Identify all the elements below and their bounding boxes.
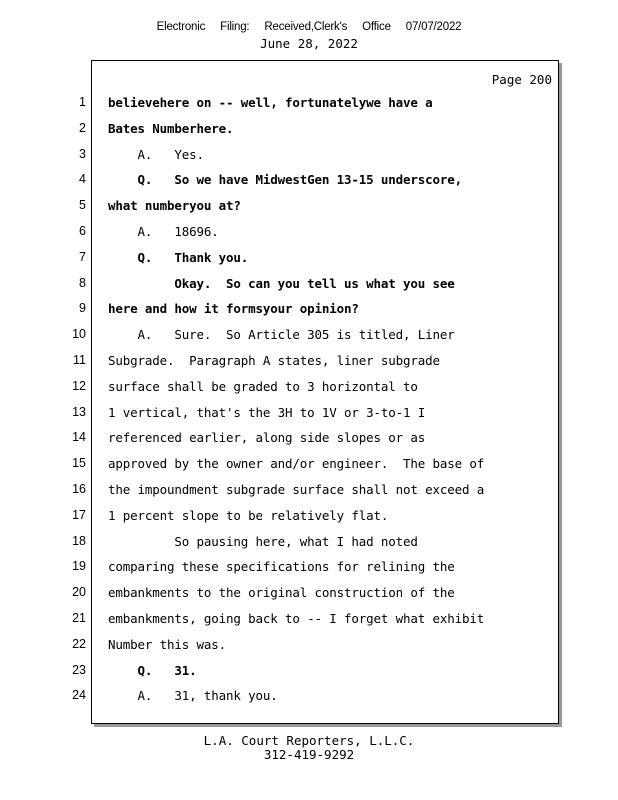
- transcript-line-text: Subgrade. Paragraph A states, liner subgrade: [108, 353, 440, 368]
- transcript-line-text: A. Sure. So Article 305 is titled, Liner: [108, 327, 455, 342]
- filing-stamp: [0, 21, 618, 33]
- transcript-line-text: embankments, going back to -- I forget what exhibit: [108, 611, 485, 626]
- line-number: 20: [72, 585, 86, 599]
- transcript-line-text: 1 vertical, that's the 3H to 1V or 3-to-1 I: [108, 405, 426, 420]
- line-number: 10: [72, 327, 86, 341]
- page-number: Page 200: [491, 72, 552, 87]
- transcript-line-text: surface shall be graded to 3 horizontal to: [108, 379, 418, 394]
- reporter-phone: 312-419-9292: [263, 747, 355, 762]
- transcript-line-text: comparing these specifications for relining the: [108, 559, 455, 574]
- transcript-line-text: approved by the owner and/or engineer. The base of: [108, 456, 485, 471]
- line-number: 9: [79, 301, 86, 315]
- stamp-word: Received,Clerk's: [264, 21, 348, 33]
- transcript-line-text: Bates Numberhere.: [108, 121, 234, 136]
- line-number: 11: [73, 353, 86, 367]
- line-number: 24: [72, 688, 86, 702]
- transcript-line-text: Q. Thank you.: [108, 250, 249, 265]
- line-number: 7: [79, 250, 86, 264]
- line-number: 12: [72, 379, 86, 393]
- line-number: 6: [79, 224, 86, 238]
- transcript-line-text: here and how it formsyour opinion?: [108, 301, 359, 316]
- stamp-word: 07/07/2022: [405, 21, 462, 33]
- reporter-company: L.A. Court Reporters, L.L.C.: [203, 733, 415, 748]
- line-number: 22: [72, 637, 86, 651]
- line-number: 8: [79, 276, 86, 290]
- transcript-line-text: believehere on -- well, fortunatelywe have a: [108, 95, 433, 110]
- transcript-line-text: So pausing here, what I had noted: [108, 534, 418, 549]
- line-number: 1: [79, 95, 86, 109]
- transcript-line-text: the impoundment subgrade surface shall not exceed a: [108, 482, 485, 497]
- transcript-line-text: A. Yes.: [108, 147, 204, 162]
- line-number: 2: [79, 121, 86, 135]
- line-number: 16: [72, 482, 86, 496]
- line-number: 3: [79, 147, 86, 161]
- transcript-line-text: embankments to the original construction of the: [108, 585, 455, 600]
- line-number: 14: [72, 430, 86, 444]
- transcript-date: June 28, 2022: [260, 36, 358, 51]
- transcript-line-text: referenced earlier, along side slopes or as: [108, 430, 426, 445]
- stamp-word: Filing:: [220, 21, 250, 33]
- stamp-word: Electronic: [156, 21, 206, 33]
- line-number: 19: [72, 559, 86, 573]
- line-number: 23: [72, 663, 86, 677]
- transcript-line-text: A. 18696.: [108, 224, 219, 239]
- line-number: 5: [79, 198, 86, 212]
- stamp-word: Office: [362, 21, 391, 33]
- line-number: 17: [72, 508, 86, 522]
- transcript-line-text: Q. So we have MidwestGen 13-15 underscore,: [108, 172, 463, 187]
- line-number: 4: [79, 172, 86, 186]
- line-number: 15: [72, 456, 86, 470]
- transcript-line-text: A. 31, thank you.: [108, 688, 278, 703]
- transcript-line-text: Okay. So can you tell us what you see: [108, 276, 455, 291]
- transcript-line-text: what numberyou at?: [108, 198, 241, 213]
- transcript-line-text: Q. 31.: [108, 663, 197, 678]
- line-number: 21: [72, 611, 86, 625]
- line-number: 13: [72, 405, 86, 419]
- transcript-line-text: 1 percent slope to be relatively flat.: [108, 508, 389, 523]
- line-number: 18: [72, 534, 86, 548]
- transcript-line-text: Number this was.: [108, 637, 227, 652]
